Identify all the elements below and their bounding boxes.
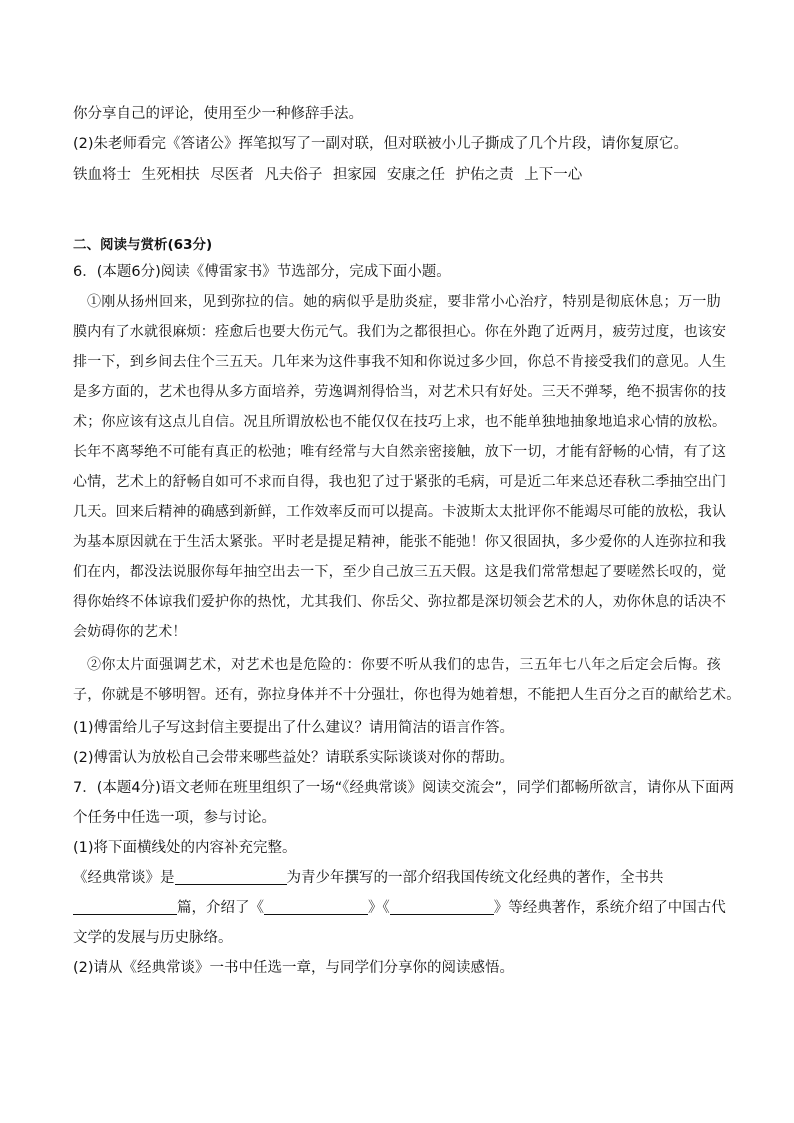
passage-line: 术；你应该有这点儿自信。况且所谓放松也不能仅仅在技巧上求，也不能单独地抽象地追求心情的放松。 (73, 414, 727, 430)
blank-book-2[interactable] (390, 898, 494, 915)
passage-line: 子，你就是不够明智。还有，弥拉身体并不十分强壮，你也得为她着想，不能把人生百分之百的献给艺术。 (73, 687, 741, 703)
question-6-intro: 6．(本题6分)阅读《傅雷家书》节选部分，完成下面小题。 (73, 264, 451, 280)
question-6-sub-2: (2)傅雷认为放松自己会带来哪些益处？请联系实际谈谈对你的帮助。 (73, 750, 515, 766)
passage-line: 得你始终不体谅我们爱护你的热忱，尤其我们、你岳父、弥拉都是深切领会艺术的人，劝你休息的话决不 (73, 594, 727, 610)
passage-line: 为基本原因就在于生活太紧张。平时老是提足精神，能张不能弛！你又很固执，多少爱你的人连弥拉和我 (73, 534, 727, 550)
passage-line: 心情，艺术上的舒畅自如可不求而自得，我也犯了过于紧张的毛病，可是近二年来总还春秋二季抽空出门 (73, 474, 727, 490)
passage-line: 是多方面的，艺术也得从多方面培养，劳逸调剂得恰当，对艺术只有好处。三天不弹琴，绝不损害你的技 (73, 384, 727, 400)
blank-chapter-count[interactable] (73, 898, 177, 915)
continued-instruction: 你分享自己的评论，使用至少一种修辞手法。 (73, 106, 363, 122)
blank-book-1[interactable] (264, 898, 368, 915)
fragment: 尽医者 (210, 167, 254, 183)
fill-text: 》等经典著作，系统介绍了中国古代 (493, 900, 726, 916)
question-5-sub-2: (2)朱老师看完《答诸公》挥笔拟写了一副对联，但对联被小儿子撕成了几个片段，请你复原它。 (73, 136, 689, 152)
question-6-sub-1: (1)傅雷给儿子写这封信主要提出了什么建议？请用简洁的语言作答。 (73, 720, 515, 736)
fill-text: 篇，介绍了《 (177, 900, 264, 916)
fill-line-2 (73, 898, 726, 918)
fill-line-1 (73, 868, 664, 888)
fragment: 安康之任 (387, 167, 446, 183)
question-7-intro: 7．(本题4分)语文老师在班里组织了一场“《经典常谈》阅读交流会”，同学们都畅所欲言，请你从下面两 (73, 780, 735, 796)
passage-line: 长年不离琴绝不可能有真正的松弛；唯有经常与大自然亲密接触，放下一切，才能有舒畅的心情，有了这 (73, 444, 727, 460)
fill-line-3: 文学的发展与历史脉络。 (73, 930, 233, 946)
fill-text: 》《 (368, 900, 390, 916)
question-7-sub-1: (1)将下面横线处的内容补充完整。 (73, 840, 297, 856)
fragment: 生死相扶 (141, 167, 200, 183)
fragment: 上下一心 (524, 167, 583, 183)
fill-text: 为青少年撰写的一部介绍我国传统文化经典的著作，全书共 (286, 870, 664, 886)
passage-line: 膜内有了水就很麻烦：痊愈后也要大伤元气。我们为之都很担心。你在外跑了近两月，疲劳过度，也该安 (73, 324, 727, 340)
passage-line: ②你太片面强调艺术，对艺术也是危险的：你要不听从我们的忠告，三五年七八年之后定会后悔。孩 (87, 657, 721, 673)
passage-line: ①刚从扬州回来，见到弥拉的信。她的病似乎是肋炎症，要非常小心治疗，特别是彻底休息；万一肋 (87, 294, 721, 310)
fragment: 担家园 (332, 167, 377, 183)
section-heading: 二、阅读与赏析(63分) (73, 237, 213, 253)
blank-author[interactable] (175, 868, 287, 885)
passage-line: 们在内，都没法说服你每年抽空出去一下，至少自己放三五天假。这是我们常常想起了要嗟然长叹的，觉 (73, 564, 727, 580)
fragment: 护佑之责 (455, 167, 514, 183)
passage-line: 几天。回来后精神的确感到新鲜，工作效率反而可以提高。卡波斯太太批评你不能竭尽可能的放松，我认 (73, 504, 727, 520)
passage-line: 会妨碍你的艺术！ (73, 624, 187, 640)
question-7-intro-cont: 个任务中任选一项，参与讨论。 (73, 810, 276, 826)
fragment: 凡夫俗子 (264, 167, 323, 183)
fragment: 铁血将士 (73, 167, 131, 183)
fill-text: 《经典常谈》是 (73, 870, 175, 886)
couplet-fragments (73, 165, 588, 185)
question-7-sub-2: (2)请从《经典常谈》一书中任选一章，与同学们分享你的阅读感悟。 (73, 960, 515, 976)
passage-line: 排一下，到乡间去住个三五天。几年来为这件事我不知和你说过多少回，你总不肯接受我们的意见。人生 (73, 354, 727, 370)
